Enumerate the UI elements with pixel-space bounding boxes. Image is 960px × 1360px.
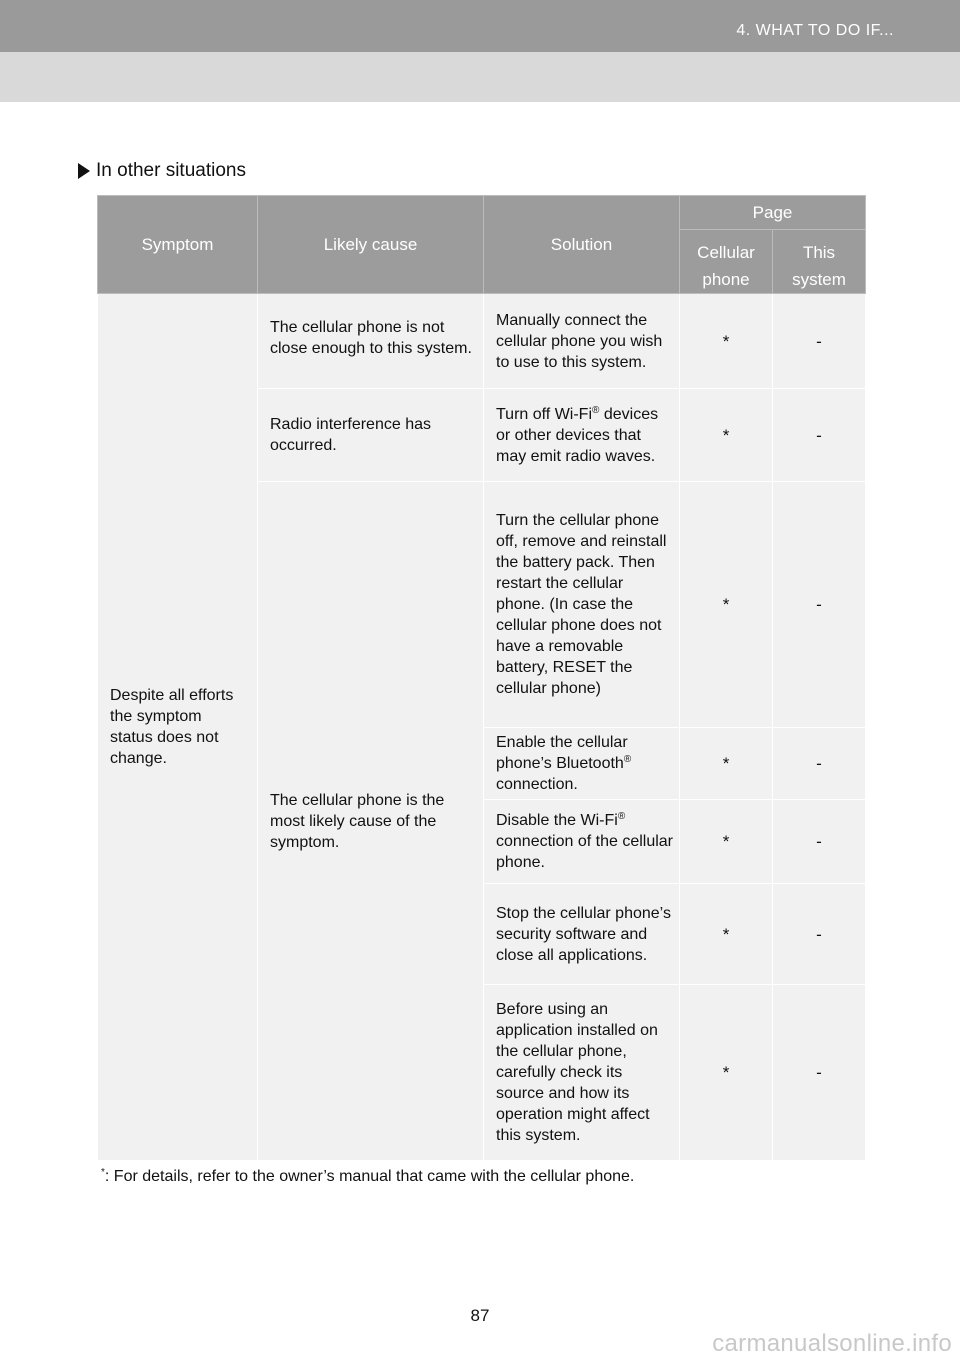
cellular-page-ref: * xyxy=(680,985,773,1161)
header-this-system: This system xyxy=(773,230,866,294)
cellular-page-ref: * xyxy=(680,482,773,728)
system-page-ref: - xyxy=(773,728,866,800)
system-page-ref: - xyxy=(773,985,866,1161)
solution-cell: Manually connect the cellular phone you wish to use to this system. xyxy=(484,294,680,389)
solution-cell: Turn off Wi-Fi® devices or other devices that may emit radio waves. xyxy=(484,389,680,482)
footnote xyxy=(101,1168,634,1186)
cause-cell: Radio interference has occurred. xyxy=(258,389,484,482)
cellular-page-ref: * xyxy=(680,884,773,985)
solution-cell: Enable the cellular phone’s Bluetooth® connection. xyxy=(484,728,680,800)
table-row xyxy=(98,294,866,389)
system-page-ref: - xyxy=(773,884,866,985)
system-page-ref: - xyxy=(773,389,866,482)
triangle-bullet-icon xyxy=(78,163,90,179)
solution-cell: Turn the cellular phone off, remove and reinstall the battery pack. Then restart the cellular phone. (In case the cellular phone does not have a removable battery, RESET the cellular phone) xyxy=(484,482,680,728)
cause-cell: The cellular phone is the most likely cause of the symptom. xyxy=(258,482,484,1161)
troubleshooting-table xyxy=(97,195,866,1161)
system-page-ref: - xyxy=(773,800,866,884)
cellular-page-ref: * xyxy=(680,728,773,800)
cellular-page-ref: * xyxy=(680,294,773,389)
chapter-title: 4. WHAT TO DO IF... xyxy=(736,22,894,39)
header-band xyxy=(0,52,960,102)
section-heading xyxy=(78,160,246,182)
solution-cell: Stop the cellular phone’s security software and close all applications. xyxy=(484,884,680,985)
cellular-page-ref: * xyxy=(680,800,773,884)
header-bar xyxy=(0,0,960,52)
header-page: Page xyxy=(680,196,866,230)
header-cellular-phone: Cellular phone xyxy=(680,230,773,294)
symptom-cell: Despite all efforts the symptom status does not change. xyxy=(98,294,258,1161)
section-title: In other situations xyxy=(96,160,246,181)
solution-cell: Before using an application installed on the cellular phone, carefully check its source and how its operation might affect this system. xyxy=(484,985,680,1161)
system-page-ref: - xyxy=(773,482,866,728)
solution-cell: Disable the Wi-Fi® connection of the cellular phone. xyxy=(484,800,680,884)
watermark-link[interactable]: carmanualsonline.info xyxy=(712,1330,952,1357)
cellular-page-ref: * xyxy=(680,389,773,482)
system-page-ref: - xyxy=(773,294,866,389)
footnote-text: : For details, refer to the owner’s manual that came with the cellular phone. xyxy=(104,1168,635,1185)
cause-cell: The cellular phone is not close enough to this system. xyxy=(258,294,484,389)
header-likely-cause: Likely cause xyxy=(258,196,484,294)
page-number: 87 xyxy=(470,1306,490,1325)
footnote-marker: * xyxy=(101,1167,105,1178)
header-symptom: Symptom xyxy=(98,196,258,294)
header-solution: Solution xyxy=(484,196,680,294)
